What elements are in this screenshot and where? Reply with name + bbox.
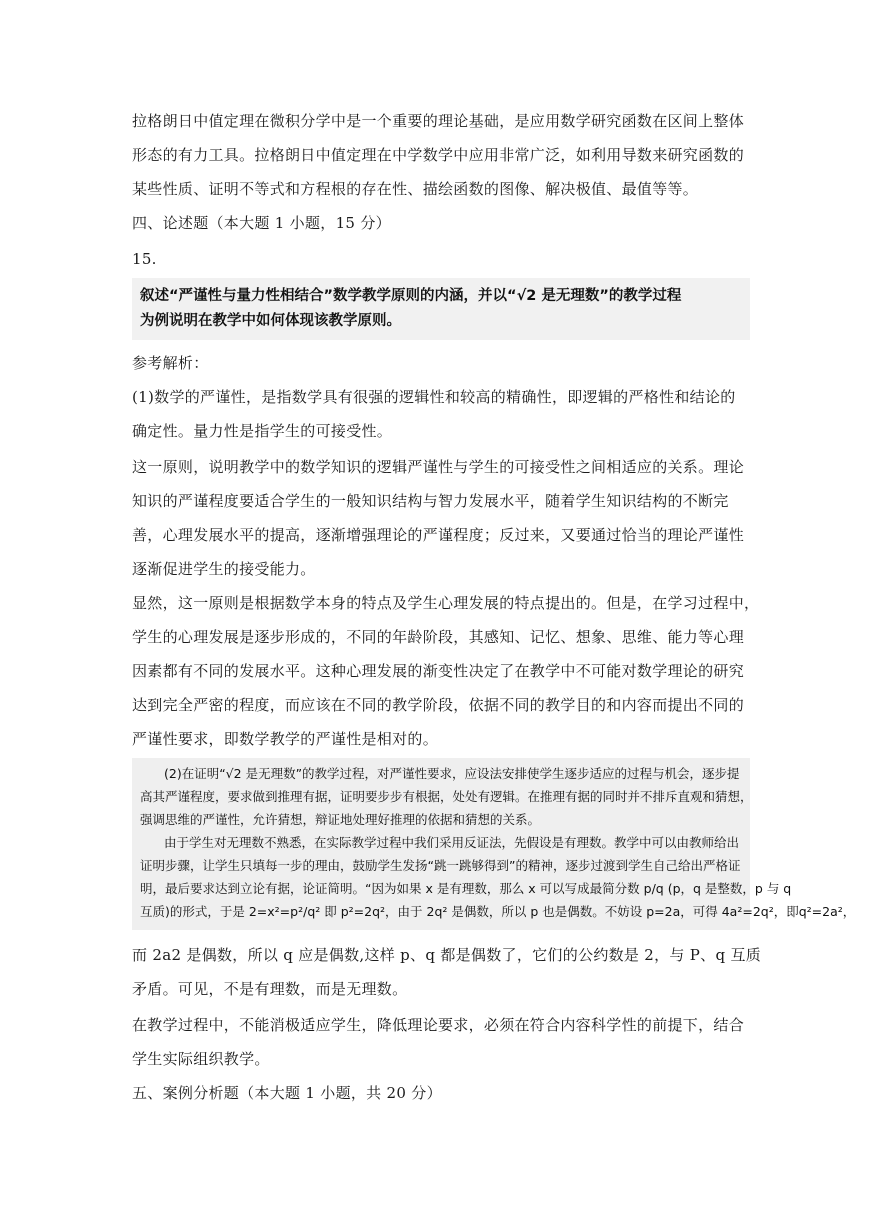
text-line: 知识的严谨程度要适合学生的一般知识结构与智力发展水平，随着学生知识结构的不断完 [132,492,729,510]
paragraph-contradiction [132,938,762,1006]
paragraph-principle [132,450,752,586]
text-line: 某些性质、证明不等式和方程根的存在性、描绘函数的图像、解决极值、最值等等。 [132,180,699,198]
scan-line: 高其严谨程度，要求做到推理有据，证明要步步有根据，处处有逻辑。在推理有据的同时并不排斥直观和猜想， [140,789,753,804]
text-line: 形态的有力工具。拉格朗日中值定理在中学数学中应用非常广泛，如利用导数来研究函数的 [132,146,745,164]
scan-line: 强调思维的严谨性，允许猜想，辩证地处理好推理的依据和猜想的关系。 [140,812,541,827]
question-line: 为例说明在教学中如何体现该教学原则。 [140,313,401,329]
scan-line: (2)在证明“√2 是无理数”的教学过程，对严谨性要求，应设法安排使学生逐步适应的过程与机会，逐步提 [164,766,740,781]
text-line: 严谨性要求，即数学教学的严谨性是相对的。 [132,730,439,748]
text-line: 这一原则，说明教学中的数学知识的逻辑严谨性与学生的可接受性之间相适应的关系。理论 [132,458,745,476]
question-number: 15. [132,250,157,268]
proof-scan-image [132,758,856,930]
text-line: 善，心理发展水平的提高，逐渐增强理论的严谨程度；反过来，又要通过恰当的理论严谨性 [132,526,745,544]
text-line: (1)数学的严谨性，是指数学具有很强的逻辑性和较高的精确性，即逻辑的严格性和结论的 [132,388,736,406]
scan-line: 证明步骤，让学生只填每一步的理由，鼓励学生发扬“跳一跳够得到”的精神，逐步过渡到学生自己给出严格证 [140,858,741,873]
text-line: 因素都有不同的发展水平。这种心理发展的渐变性决定了在教学中不可能对数学理论的研究 [132,662,745,680]
text-line: 学生的心理发展是逐步形成的，不同的年龄阶段，其感知、记忆、想象、思维、能力等心理 [132,628,745,646]
scan-line: 互质)的形式，于是 2=x²=p²/q² 即 p²=2q²，由于 2q² 是偶数，所以 p 也是偶数。不妨设 p=2a，可得 4a²=2q²，即q²=2a²， [140,904,856,919]
paragraph-relativity [132,586,760,756]
text-line: 拉格朗日中值定理在微积分学中是一个重要的理论基础，是应用数学研究函数在区间上整体 [132,112,745,130]
text-line: 而 2a2 是偶数，所以 q 应是偶数,这样 p、q 都是偶数了，它们的公约数是 2，与 P、q 互质 [132,946,762,964]
paragraph-rigor-definition [132,380,752,448]
text-line: 学生实际组织教学。 [132,1050,270,1068]
text-line: 确定性。量力性是指学生的可接受性。 [132,422,393,440]
answer-label: 参考解析： [132,354,209,372]
section-4-heading: 四、论述题（本大题 1 小题，15 分） [132,214,391,232]
scan-line: 由于学生对无理数不熟悉，在实际教学过程中我们采用反证法，先假设是有理数。教学中可以由教师给出 [164,835,740,850]
scan-line: 明，最后要求达到立论有据，论证简明。“因为如果 x 是有理数，那么 x 可以写成最简分数 p/q (p，q 是整数，p 与 q [140,881,792,896]
paragraph-conclusion [132,1008,752,1076]
text-line: 矛盾。可见，不是有理数，而是无理数。 [132,980,408,998]
question-image [132,278,750,340]
text-line: 逐渐促进学生的接受能力。 [132,560,316,578]
text-line: 显然，这一原则是根据数学本身的特点及学生心理发展的特点提出的。但是，在学习过程中， [132,594,760,612]
text-line: 达到完全严密的程度，而应该在不同的教学阶段，依据不同的教学目的和内容而提出不同的 [132,696,745,714]
question-line: 叙述“严谨性与量力性相结合”数学教学原则的内涵，并以“√2 是无理数”的教学过程 [140,288,682,304]
text-line: 在教学过程中，不能消极适应学生，降低理论要求，必须在符合内容科学性的前提下，结合 [132,1016,745,1034]
intro-paragraph [132,104,752,206]
section-5-heading: 五、案例分析题（本大题 1 小题，共 20 分） [132,1084,442,1102]
